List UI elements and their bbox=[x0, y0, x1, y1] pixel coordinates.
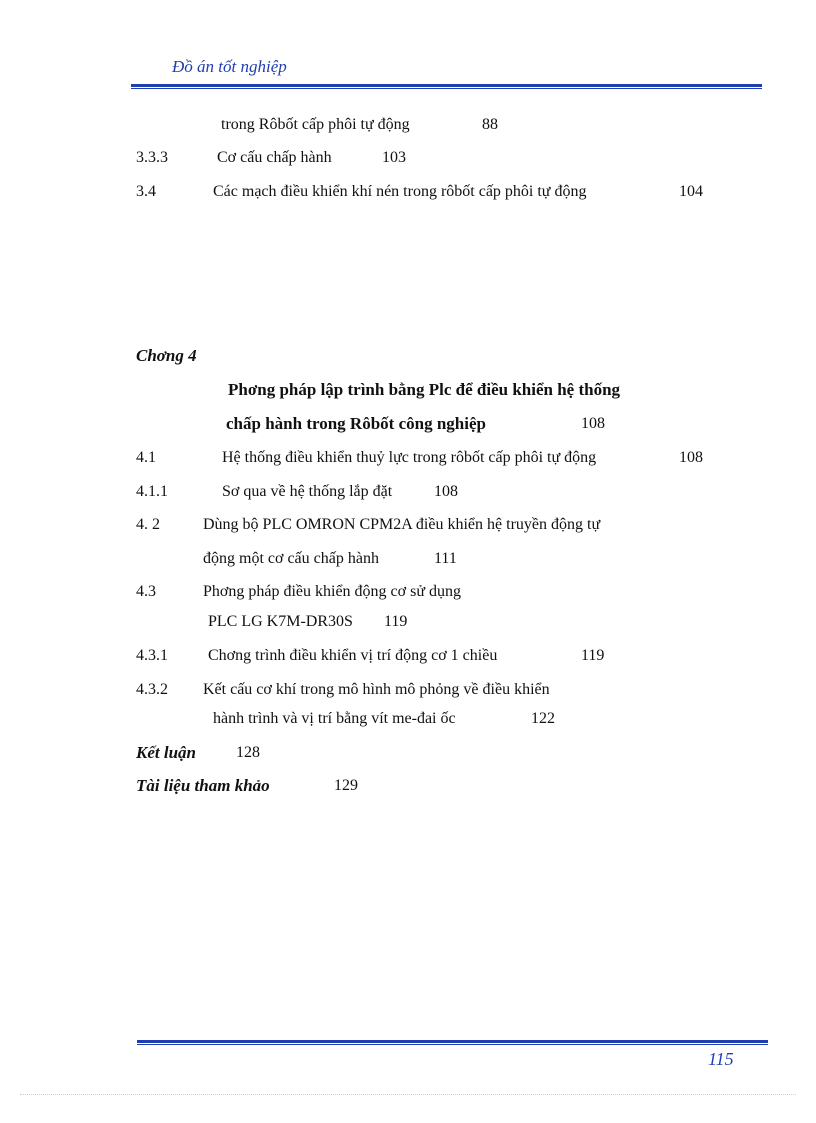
page-edge-divider bbox=[20, 1094, 796, 1095]
toc-entry-text: Phơng pháp điều khiển động cơ sử dụng bbox=[203, 583, 462, 600]
toc-entry-text: Sơ qua về hệ thống lắp đặt bbox=[222, 483, 393, 500]
toc-entry-text: trong Rôbốt cấp phôi tự động bbox=[221, 116, 410, 133]
footer-rule bbox=[137, 1040, 768, 1045]
toc-entry-page: 108 bbox=[679, 449, 703, 466]
toc-entry-page: 129 bbox=[334, 777, 358, 794]
toc-entry-number: 3.3.3 bbox=[136, 149, 168, 166]
toc-entry-text: Hệ thống điều khiển thuỷ lực trong rôbốt cấp phôi tự động bbox=[222, 449, 597, 466]
toc-entry-page: 111 bbox=[434, 550, 457, 567]
toc-entry-text: PLC LG K7M-DR30S bbox=[208, 613, 353, 630]
toc-entry-number: 3.4 bbox=[136, 183, 156, 200]
toc-entry-text: động một cơ cấu chấp hành bbox=[203, 550, 379, 567]
toc-entry-page: 119 bbox=[581, 647, 605, 664]
toc-entry-page: 122 bbox=[531, 710, 555, 727]
toc-entry-page: 108 bbox=[581, 415, 605, 432]
toc-entry-number: 4.1.1 bbox=[136, 483, 168, 500]
toc-entry-page: 108 bbox=[434, 483, 458, 500]
toc-entry-number: 4. 2 bbox=[136, 516, 160, 533]
toc-entry-page: 128 bbox=[236, 744, 260, 761]
toc-entry-number: 4.1 bbox=[136, 449, 156, 466]
toc-entry-page: 88 bbox=[482, 116, 498, 133]
toc-entry-text: hành trình và vị trí bằng vít me-đai ốc bbox=[213, 710, 456, 727]
chapter-number: Chơng 4 bbox=[136, 346, 197, 365]
toc-entry-text: Cơ cấu chấp hành bbox=[217, 149, 332, 166]
toc-entry-text: Dùng bộ PLC OMRON CPM2A điều khiển hệ truyền động tự bbox=[203, 516, 601, 533]
toc-entry-text: Phơng pháp lập trình bằng Plc để điều khiển hệ thống bbox=[228, 380, 621, 399]
toc-entry-text: Chơng trình điều khiển vị trí động cơ 1 chiều bbox=[208, 647, 498, 664]
toc-entry-text: Kết cấu cơ khí trong mô hình mô phỏng về điều khiển bbox=[203, 681, 550, 698]
page-number: 115 bbox=[708, 1049, 734, 1069]
toc-entry-number: 4.3.1 bbox=[136, 647, 168, 664]
toc-entry-number: 4.3 bbox=[136, 583, 156, 600]
toc-entry-page: 119 bbox=[384, 613, 408, 630]
toc-entry-page: 103 bbox=[382, 149, 406, 166]
toc-entry-page: 104 bbox=[679, 183, 703, 200]
toc-entry-number: 4.3.2 bbox=[136, 681, 168, 698]
header-title: Đồ án tốt nghiệp bbox=[172, 57, 287, 76]
toc-entry-text: Các mạch điều khiển khí nén trong rôbốt cấp phôi tự động bbox=[213, 183, 587, 200]
toc-entry-text: chấp hành trong Rôbốt công nghiệp bbox=[226, 414, 486, 433]
toc-entry-number: Kết luận bbox=[136, 743, 196, 762]
toc-entry-number: Tài liệu tham khảo bbox=[136, 776, 270, 795]
